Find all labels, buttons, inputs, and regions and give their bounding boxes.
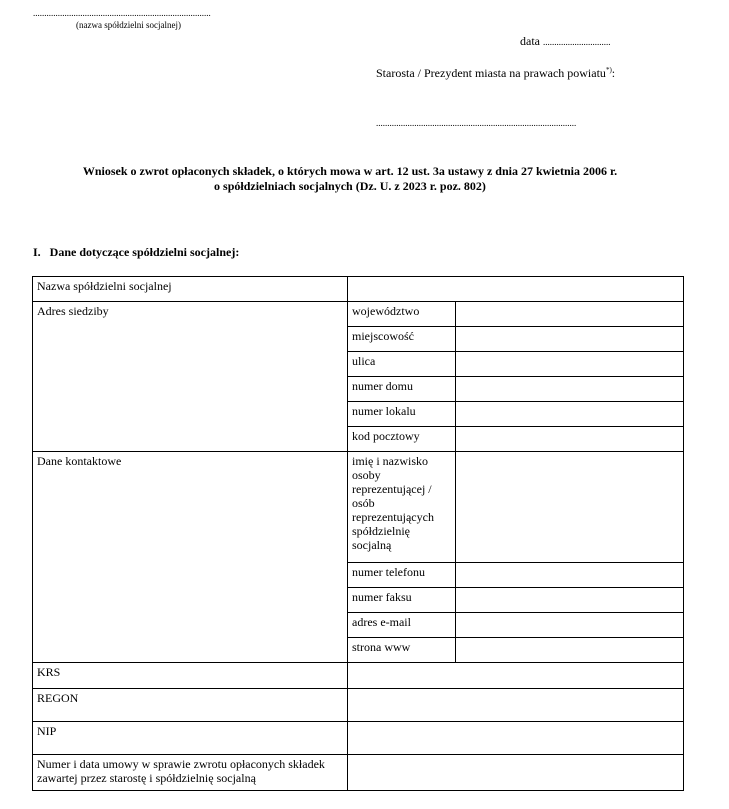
- table-row: [33, 689, 684, 722]
- krs-field[interactable]: [348, 663, 684, 689]
- house-number-field[interactable]: [456, 377, 684, 402]
- name-label: Nazwa spółdzielni socjalnej: [33, 277, 348, 302]
- table-row: [33, 722, 684, 755]
- contact-field-label: numer telefonu: [348, 563, 456, 588]
- table-row: [33, 302, 684, 327]
- fax-field[interactable]: [456, 588, 684, 613]
- contact-field-label: numer faksu: [348, 588, 456, 613]
- address-field-label: kod pocztowy: [348, 427, 456, 452]
- agreement-field[interactable]: [348, 755, 684, 791]
- locality-field[interactable]: [456, 327, 684, 352]
- coop-name-dots: ...............................................................................: [33, 8, 211, 18]
- address-field-label: numer domu: [348, 377, 456, 402]
- section-1-title: I. Dane dotyczące spółdzielni socjalnej:: [33, 245, 240, 259]
- coop-name-caption: (nazwa spółdzielni socjalnej): [76, 20, 181, 30]
- phone-field[interactable]: [456, 563, 684, 588]
- date-label: data: [520, 34, 540, 48]
- starosta-colon: :: [611, 66, 616, 80]
- voivodeship-field[interactable]: [456, 302, 684, 327]
- table-row: [33, 277, 684, 302]
- footnote-marker: *): [605, 66, 612, 74]
- agreement-label: Numer i data umowy w sprawie zwrotu opłaconych składek zawartej przez starostę i spółdzielnię socjalną: [33, 755, 348, 791]
- document-title-line2: o spółdzielniach socjalnych (Dz. U. z 2023 r. poz. 802): [214, 179, 486, 193]
- table-row: [33, 755, 684, 791]
- street-field[interactable]: [456, 352, 684, 377]
- starosta-dots: .........................................................................................: [376, 118, 577, 128]
- starosta-line: [376, 66, 615, 81]
- nip-label: NIP: [33, 722, 348, 755]
- nip-field[interactable]: [348, 722, 684, 755]
- address-field-label: województwo: [348, 302, 456, 327]
- postal-code-field[interactable]: [456, 427, 684, 452]
- table-row: [33, 663, 684, 689]
- regon-label: REGON: [33, 689, 348, 722]
- date-line: [520, 34, 611, 49]
- website-field[interactable]: [456, 638, 684, 663]
- cooperative-data-table: [32, 276, 684, 791]
- date-dots: ..............................: [543, 37, 611, 47]
- regon-field[interactable]: [348, 689, 684, 722]
- email-field[interactable]: [456, 613, 684, 638]
- address-field-label: numer lokalu: [348, 402, 456, 427]
- address-field-label: ulica: [348, 352, 456, 377]
- starosta-label: Starosta / Prezydent miasta na prawach powiatu: [376, 66, 606, 80]
- name-value-field[interactable]: [348, 277, 684, 302]
- document-title-line1: Wniosek o zwrot opłaconych składek, o których mowa w art. 12 ust. 3a ustawy z dnia 27 kwietnia 2006 r.: [82, 164, 618, 178]
- address-field-label: miejscowość: [348, 327, 456, 352]
- krs-label: KRS: [33, 663, 348, 689]
- representative-name-field[interactable]: [456, 452, 684, 563]
- contact-field-label: strona www: [348, 638, 456, 663]
- table-row: [33, 452, 684, 563]
- address-label: Adres siedziby: [33, 302, 348, 452]
- contact-field-label: imię i nazwisko osoby reprezentującej / osób reprezentujących spółdzielnię socjalną: [348, 452, 456, 563]
- apartment-number-field[interactable]: [456, 402, 684, 427]
- contact-label: Dane kontaktowe: [33, 452, 348, 663]
- contact-field-label: adres e-mail: [348, 613, 456, 638]
